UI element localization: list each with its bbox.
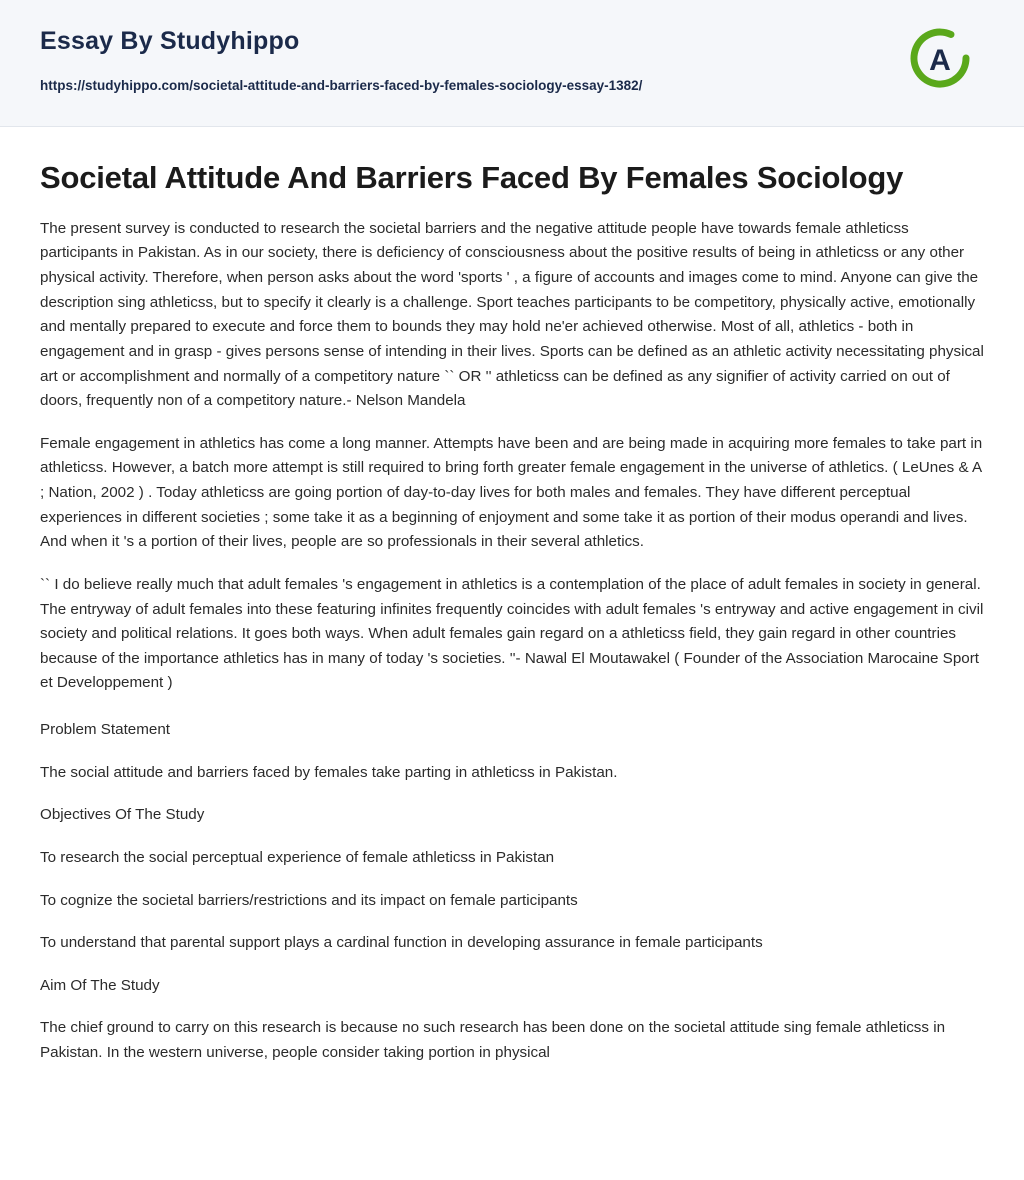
section-heading-aim: Aim Of The Study bbox=[40, 976, 160, 994]
section-line: To research the social perceptual experience of female athleticss in Pakistan bbox=[40, 848, 555, 866]
site-header bbox=[0, 0, 1024, 127]
section-line: The social attitude and barriers faced by females take parting in athleticss in Pakistan. bbox=[40, 763, 618, 781]
section-heading-problem-statement: Problem Statement bbox=[40, 721, 170, 739]
studyhippo-logo-icon bbox=[904, 22, 976, 94]
section-line: To understand that parental support plays a cardinal function in developing assurance in female participants bbox=[40, 934, 763, 952]
section-line: To cognize the societal barriers/restrictions and its impact on female participants bbox=[40, 891, 578, 909]
article-paragraph: `` I do believe really much that adult females 's engagement in athletics is a contemplation of the place of adult females in society in general. The entryway of adult females into these featuring infinites frequently coincides with adult females 's entryway and active engagement in civil society and political relations. It goes both ways. When adult females gain regard on a athleticss field, they gain regard in other countries because of the importance athletics has in many of today 's societies. ''- Nawal El Moutawakel ( Founder of the Association Marocaine Sport et Developpement ) bbox=[40, 575, 984, 692]
section-heading-objectives: Objectives Of The Study bbox=[40, 806, 205, 824]
svg-text:A: A bbox=[929, 44, 951, 77]
page-title: Societal Attitude And Barriers Faced By Females Sociology bbox=[40, 160, 904, 195]
article-paragraph: The present survey is conducted to research the societal barriers and the negative attitude people have towards female athleticss participants in Pakistan. As in our society, there is deficiency of consciousness about the positive results of being in athleticss or any other physical activity. Therefore, when person asks about the word 'sports ' , a figure of accounts and images come to mind. Anyone can give the description sing athleticss, but to specify it clearly is a challenge. Sport teaches participants to be competitory, physically active, emotionally and mentally prepared to execute and force them to bounds they may hold ne'er achieved otherwise. Most of all, athletics - both in engagement and in grasp - gives persons sense of intending in their lives. Sports can be defined as an athletic activity necessitating physical art or accomplishment and normally of a competitory nature `` OR '' athleticss can be defined as any signifier of activity carried on out of doors, frequently non of a competitory nature.- Nelson Mandela bbox=[40, 219, 984, 410]
section-line: The chief ground to carry on this research is because no such research has been done on the societal attitude sing female athleticss in Pakistan. In the western universe, people consider taking portion in physical bbox=[40, 1019, 946, 1062]
article-body bbox=[0, 127, 1024, 1124]
article-paragraph: Female engagement in athletics has come a long manner. Attempts have been and are being made in acquiring more females to take part in athleticss. However, a batch more attempt is still required to bring forth greater female engagement in the universe of athletics. ( LeUnes & A ; Nation, 2002 ) . Today athleticss are going portion of day-to-day lives for both males and females. They have different perceptual experiences in different societies ; some take it as a beginning of enjoyment and some take it as portion of their modus operandi and lives. And when it 's a portion of their lives, people are so professionals in their several athletics. bbox=[40, 434, 983, 551]
site-brand: Essay By Studyhippo bbox=[40, 27, 300, 55]
source-url[interactable]: https://studyhippo.com/societal-attitude-and-barriers-faced-by-females-sociology-essay-1382/ bbox=[40, 77, 643, 93]
